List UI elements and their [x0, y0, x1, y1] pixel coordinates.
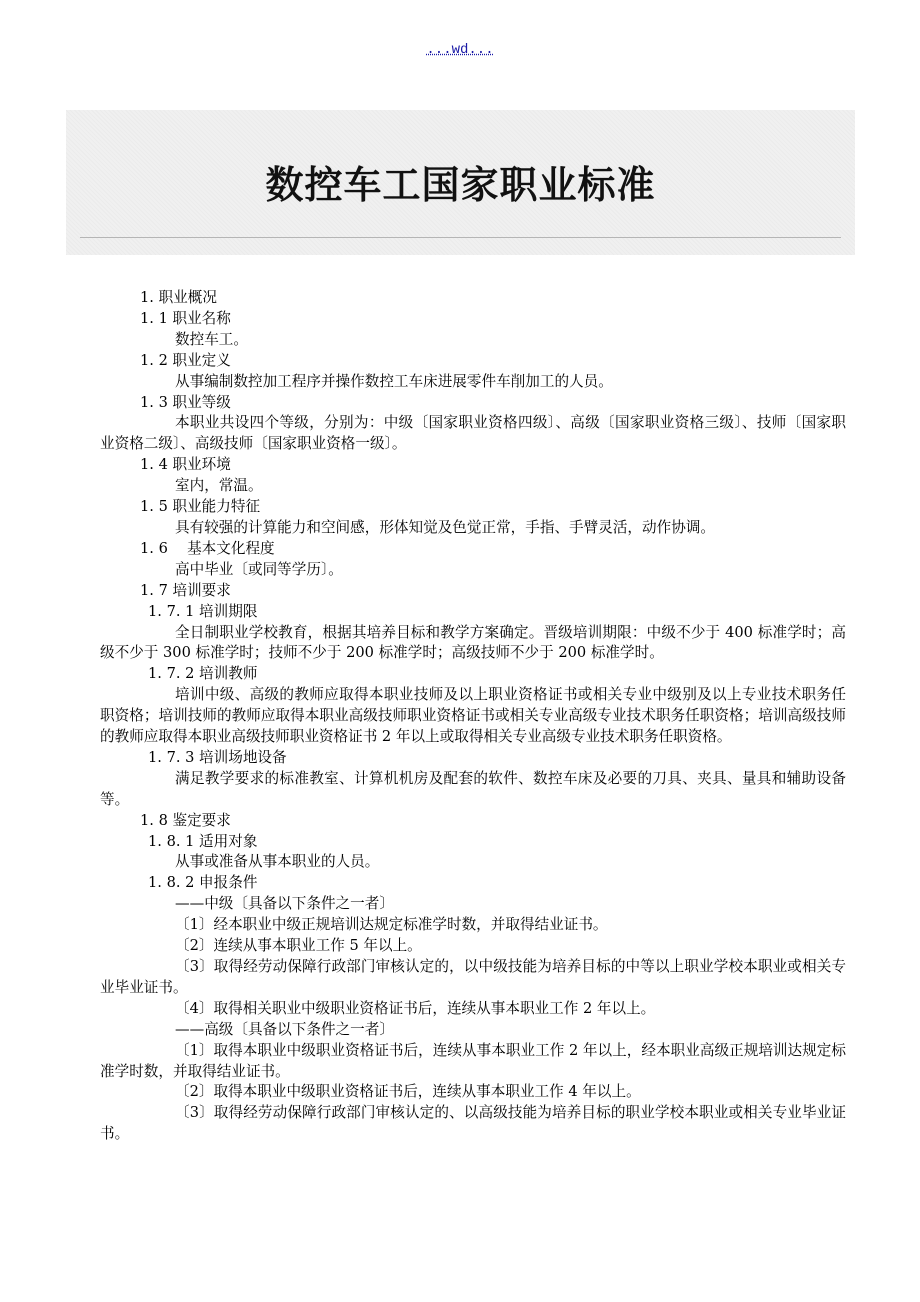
title-banner [66, 110, 855, 255]
condition-item: 〔1〕经本职业中级正规培训达规定标准学时数，并取得结业证书。 [175, 916, 608, 934]
condition-item: 〔3〕取得经劳动保障行政部门审核认定的、以高级技能为培养目标的职业学校本职业或相关专业毕业证书。 [100, 1104, 846, 1143]
condition-item: 〔1〕取得本职业中级职业资格证书后，连续从事本职业工作 2 年以上，经本职业高级正规培训达规定标准学时数，并取得结业证书。 [100, 1041, 846, 1080]
body-paragraph: 培训中级、高级的教师应取得本职业技师及以上职业资格证书或相关专业中级别及以上专业技术职务任职资格；培训技师的教师应取得本职业高级技师职业资格证书或相关专业高级专业技术职务任职资格；培训高级技师的教师应取得本职业高级技师职业资格证书 2 年以上或取得相关专业高级专业技术职务任职资格。 [100, 686, 846, 746]
body-text: 具有较强的计算能力和空间感，形体知觉及色觉正常，手指、手臂灵活，动作协调。 [175, 518, 715, 536]
subsection-heading: 1. 4 职业环境 [140, 456, 231, 474]
condition-item: 〔2〕取得本职业中级职业资格证书后，连续从事本职业工作 4 年以上。 [175, 1083, 641, 1101]
section-heading: 1. 职业概况 [140, 289, 217, 306]
subsection-heading: 1. 5 职业能力特征 [140, 498, 261, 516]
subsection-heading: 1. 2 职业定义 [140, 351, 231, 369]
subsection-heading: 1. 1 职业名称 [140, 309, 231, 327]
page-title: 数控车工国家职业标准 [265, 163, 656, 207]
condition-item: 〔4〕取得相关职业中级职业资格证书后，连续从事本职业工作 2 年以上。 [175, 999, 656, 1017]
body-paragraph: 全日制职业学校教育，根据其培养目标和教学方案确定。晋级培训期限：中级不少于 400 标准学时；高级不少于 300 标准学时；技师不少于 200 标准学时；高级技师不少于 200 标准学时。 [100, 623, 846, 662]
subsubsection-heading: 1. 7. 2 培训教师 [148, 665, 258, 683]
document-body [100, 288, 846, 1145]
subsection-heading: 1. 6 基本文化程度 [140, 539, 275, 557]
body-text: 数控车工。 [175, 330, 248, 348]
body-paragraph: 满足教学要求的标准教室、计算机机房及配套的软件、数控车床及必要的刀具、夹具、量具和辅助设备等。 [100, 769, 846, 808]
subsubsection-heading: 1. 7. 3 培训场地设备 [148, 748, 287, 766]
condition-group-heading: ——高级〔具备以下条件之一者〕 [175, 1020, 394, 1038]
subsection-heading: 1. 7 培训要求 [140, 581, 231, 599]
subsubsection-heading: 1. 8. 2 申报条件 [148, 874, 258, 892]
body-paragraph: 本职业共设四个等级，分别为：中级〔国家职业资格四级〕、高级〔国家职业资格三级〕、技师〔国家职业资格二级〕、高级技师〔国家职业资格一级〕。 [100, 414, 846, 453]
subsubsection-heading: 1. 7. 1 培训期限 [148, 602, 258, 620]
title-divider [80, 237, 841, 238]
header-mark: ...wd... [426, 42, 494, 58]
body-text: 从事或准备从事本职业的人员。 [175, 853, 380, 871]
body-text: 室内，常温。 [175, 477, 263, 495]
condition-item: 〔3〕取得经劳动保障行政部门审核认定的，以中级技能为培养目标的中等以上职业学校本职业或相关专业毕业证书。 [100, 958, 846, 996]
condition-item: 〔2〕连续从事本职业工作 5 年以上。 [175, 937, 422, 955]
condition-group-heading: ——中级〔具备以下条件之一者〕 [175, 895, 394, 913]
subsection-heading: 1. 8 鉴定要求 [140, 811, 231, 829]
body-text: 从事编制数控加工程序并操作数控工车床进展零件车削加工的人员。 [175, 372, 613, 390]
subsubsection-heading: 1. 8. 1 适用对象 [148, 832, 258, 850]
subsection-heading: 1. 3 职业等级 [140, 393, 231, 411]
body-text: 高中毕业〔或同等学历〕。 [175, 560, 343, 578]
